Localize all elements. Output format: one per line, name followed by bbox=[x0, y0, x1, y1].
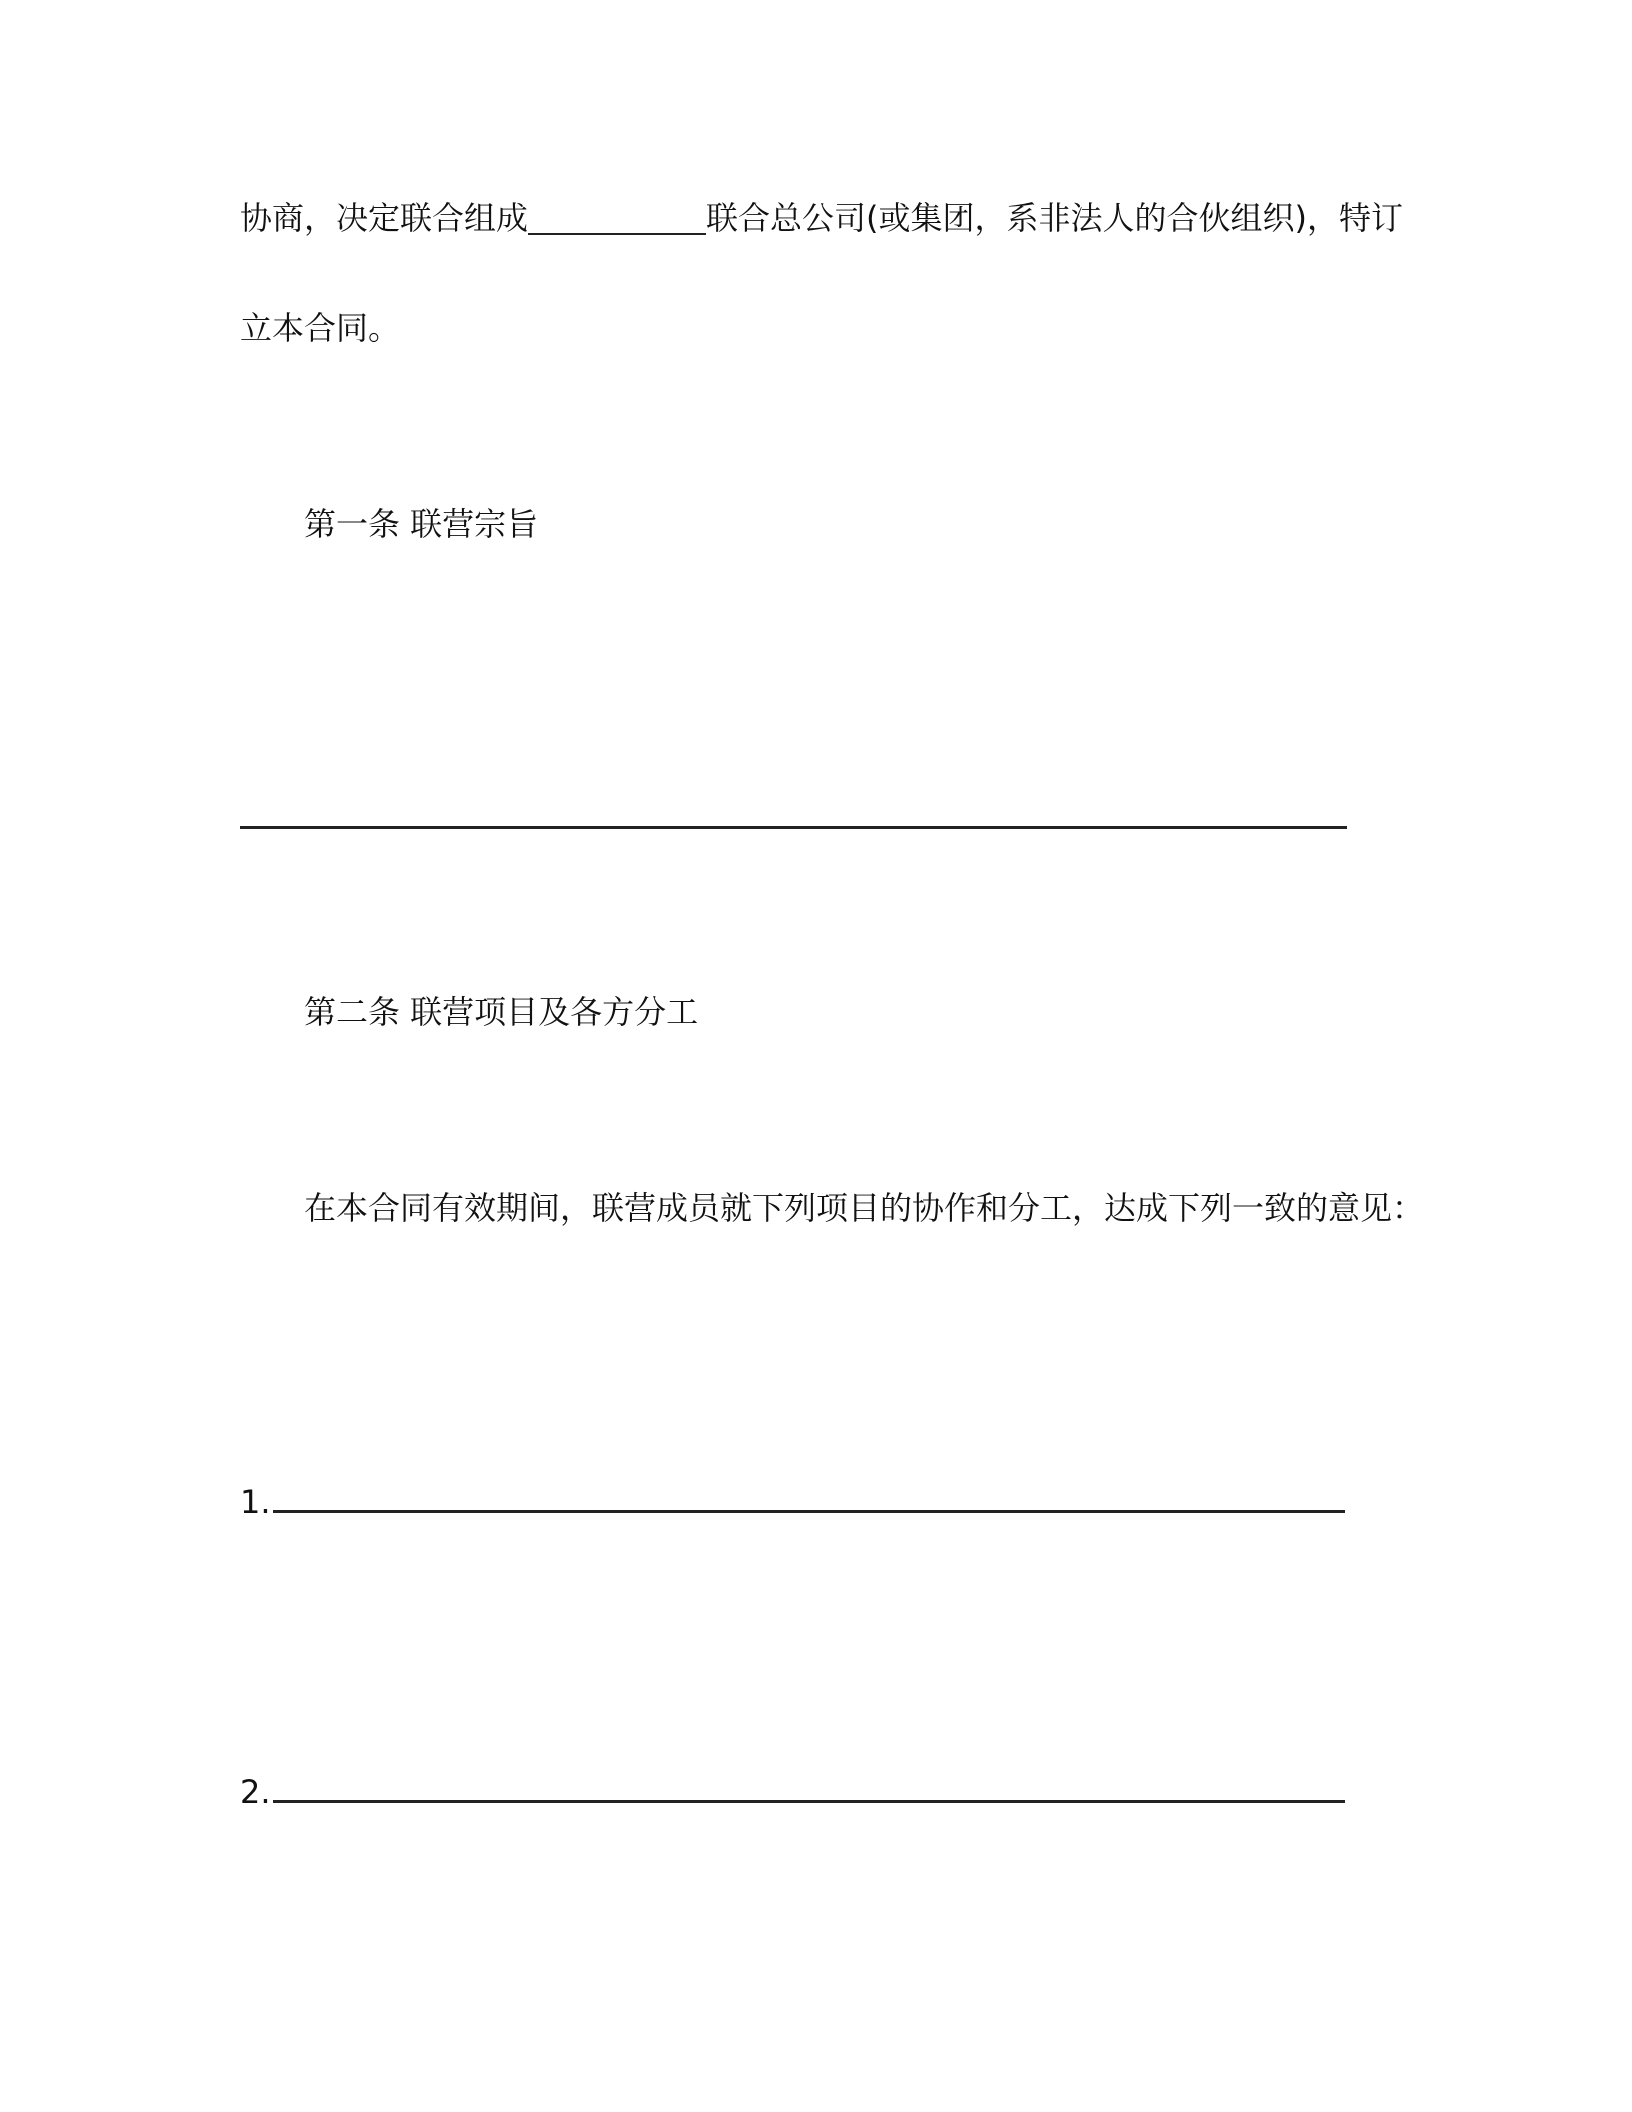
item-2-number: 2. bbox=[240, 1773, 271, 1811]
item-1-fill-line[interactable] bbox=[273, 1510, 1345, 1513]
item-1-line bbox=[240, 1482, 1345, 1522]
intro-line-2: 立本合同。 bbox=[240, 309, 401, 347]
item-1-number: 1. bbox=[240, 1483, 271, 1521]
intro-line-1 bbox=[240, 198, 1403, 238]
intro-text-before-blank: 协商，决定联合组成 bbox=[240, 199, 529, 237]
item-2-line bbox=[240, 1772, 1345, 1812]
article-1-fill-line[interactable] bbox=[240, 826, 1347, 829]
article-2-body: 在本合同有效期间，联营成员就下列项目的协作和分工，达成下列一致的意见： bbox=[304, 1189, 1425, 1227]
article-1-heading: 第一条 联营宗旨 bbox=[304, 505, 539, 543]
article-2-heading: 第二条 联营项目及各方分工 bbox=[304, 993, 699, 1031]
intro-text-after-blank: 联合总公司(或集团，系非法人的合伙组织)，特订 bbox=[706, 199, 1403, 237]
company-name-blank[interactable] bbox=[528, 201, 706, 235]
item-2-fill-line[interactable] bbox=[273, 1800, 1345, 1803]
